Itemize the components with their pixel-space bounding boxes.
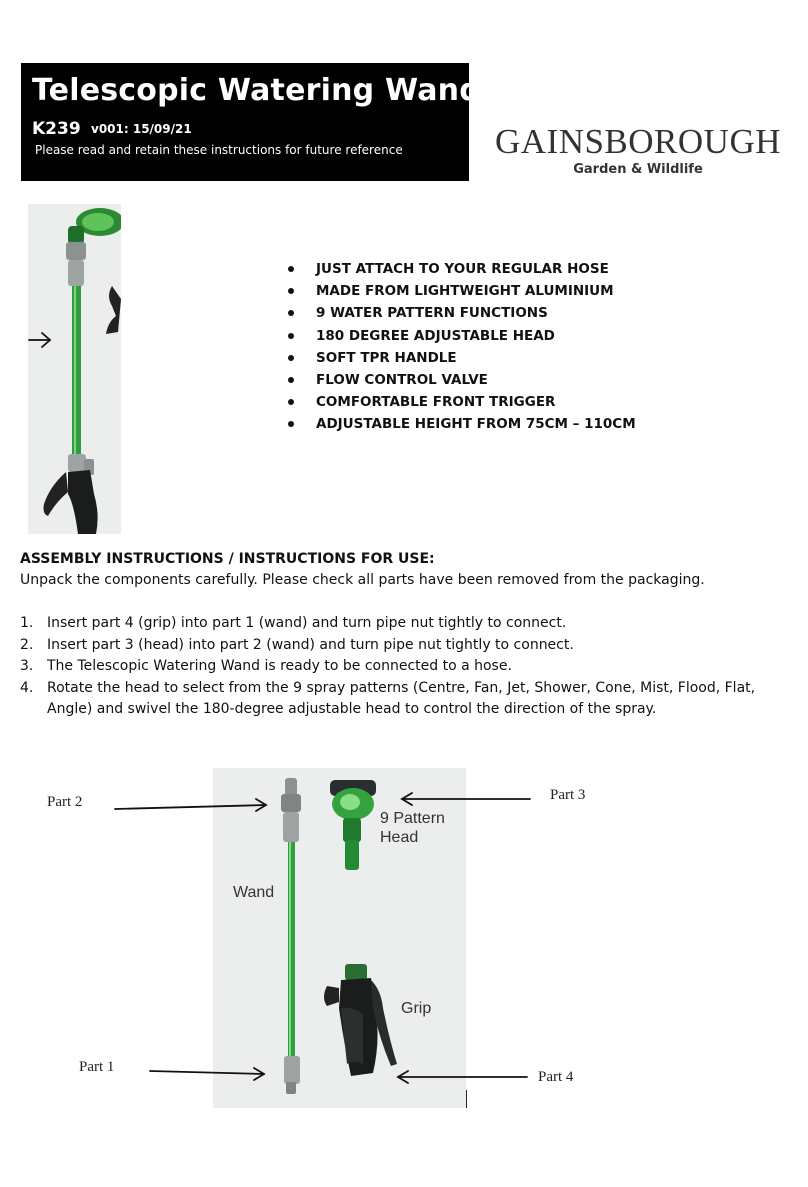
part3-arrow-icon <box>402 793 530 805</box>
part4-label: Part 4 <box>538 1069 574 1085</box>
step-text: Rotate the head to select from the 9 spray patterns (Centre, Fan, Jet, Shower, Cone, Mist, Flood, Flat, Angle) and swivel the 180-degree adjustable head to control the direction of the spray. <box>47 679 756 717</box>
feature-item: SOFT TPR HANDLE <box>286 347 636 369</box>
head-label-line2: Head <box>380 829 419 846</box>
part3-label: Part 3 <box>550 787 586 803</box>
step-text: Insert part 3 (head) into part 2 (wand) and turn pipe nut tightly to connect. <box>47 636 574 653</box>
feature-item: ADJUSTABLE HEIGHT FROM 75CM – 110CM <box>286 413 636 435</box>
brand-name: GAINSBOROUGH <box>494 122 782 161</box>
step-number: 2. <box>20 636 34 653</box>
part1-label: Part 1 <box>79 1059 115 1075</box>
version-label: v001: 15/09/21 <box>91 122 192 136</box>
document-title: Telescopic Watering Wand <box>32 73 481 108</box>
step-number: 4. <box>20 679 34 696</box>
step-number: 1. <box>20 615 34 631</box>
right-arrow-icon <box>29 333 50 347</box>
step-number: 3. <box>20 658 34 674</box>
feature-item: MADE FROM LIGHTWEIGHT ALUMINIUM <box>286 280 636 302</box>
brand-tagline: Garden & Wildlife <box>573 162 703 177</box>
feature-item: FLOW CONTROL VALVE <box>286 369 636 391</box>
part4-arrow-icon <box>398 1071 527 1083</box>
feature-item: COMFORTABLE FRONT TRIGGER <box>286 391 636 413</box>
retain-note: Please read and retain these instructions for future reference <box>35 143 403 157</box>
assembly-intro: Unpack the components carefully. Please check all parts have been removed from the packaging. <box>20 572 705 588</box>
assembly-heading: ASSEMBLY INSTRUCTIONS / INSTRUCTIONS FOR USE: <box>20 551 435 567</box>
feature-item: 180 DEGREE ADJUSTABLE HEAD <box>286 325 636 347</box>
step-text: Insert part 4 (grip) into part 1 (wand) and turn pipe nut tightly to connect. <box>47 615 567 631</box>
grip-label: Grip <box>401 1000 432 1017</box>
feature-item: 9 WATER PATTERN FUNCTIONS <box>286 302 636 324</box>
feature-item: JUST ATTACH TO YOUR REGULAR HOSE <box>286 258 636 280</box>
step-text: The Telescopic Watering Wand is ready to be connected to a hose. <box>47 658 512 674</box>
part1-arrow-icon <box>150 1068 264 1080</box>
part2-label: Part 2 <box>47 794 83 810</box>
part2-arrow-icon <box>115 799 266 811</box>
product-code: K239 <box>32 119 81 139</box>
head-label-line1: 9 Pattern <box>380 810 445 827</box>
wand-label: Wand <box>233 884 275 901</box>
